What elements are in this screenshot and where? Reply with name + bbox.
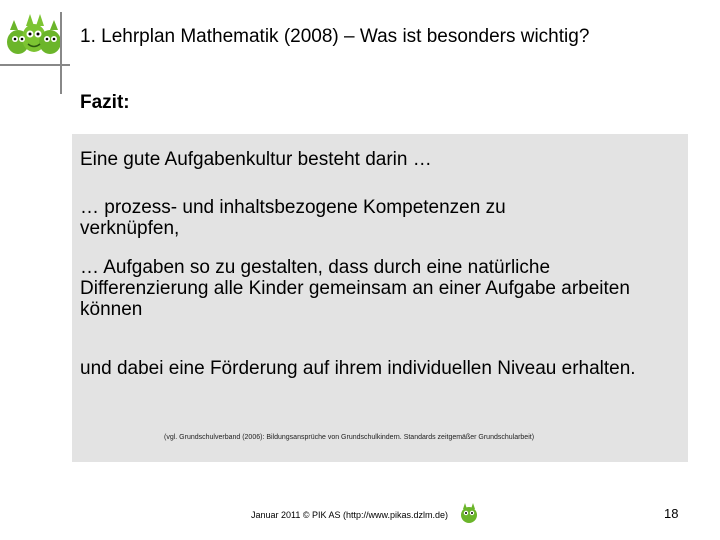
paragraph-intro: Eine gute Aufgabenkultur besteht darin … <box>80 149 432 170</box>
paragraph-support: und dabei eine Förderung auf ihrem individuellen Niveau erhalten. <box>80 358 636 379</box>
slide-title: 1. Lehrplan Mathematik (2008) – Was ist besonders wichtig? <box>80 26 590 47</box>
section-heading: Fazit: <box>80 92 130 113</box>
citation: (vgl. Grundschulverband (2006): Bildungsansprüche von Grundschulkindern. Standards zeitgemäßer Grundschularbeit) <box>164 434 535 441</box>
footer-text: Januar 2011 © PIK AS (http://www.pikas.dzlm.de) <box>251 510 449 520</box>
header-divider-vertical <box>60 12 62 94</box>
paragraph-competences: … prozess- und inhaltsbezogene Kompetenzen zu verknüpfen, <box>80 197 506 239</box>
pikas-mascot-icon <box>458 502 480 524</box>
pikas-logo-icon <box>4 12 64 58</box>
page-number: 18 <box>664 506 679 521</box>
paragraph-differentiation: … Aufgaben so zu gestalten, dass durch eine natürliche Differenzierung alle Kinder gemeinsam an einer Aufgabe arbeiten können <box>80 257 630 320</box>
header-divider-horizontal <box>0 64 70 66</box>
